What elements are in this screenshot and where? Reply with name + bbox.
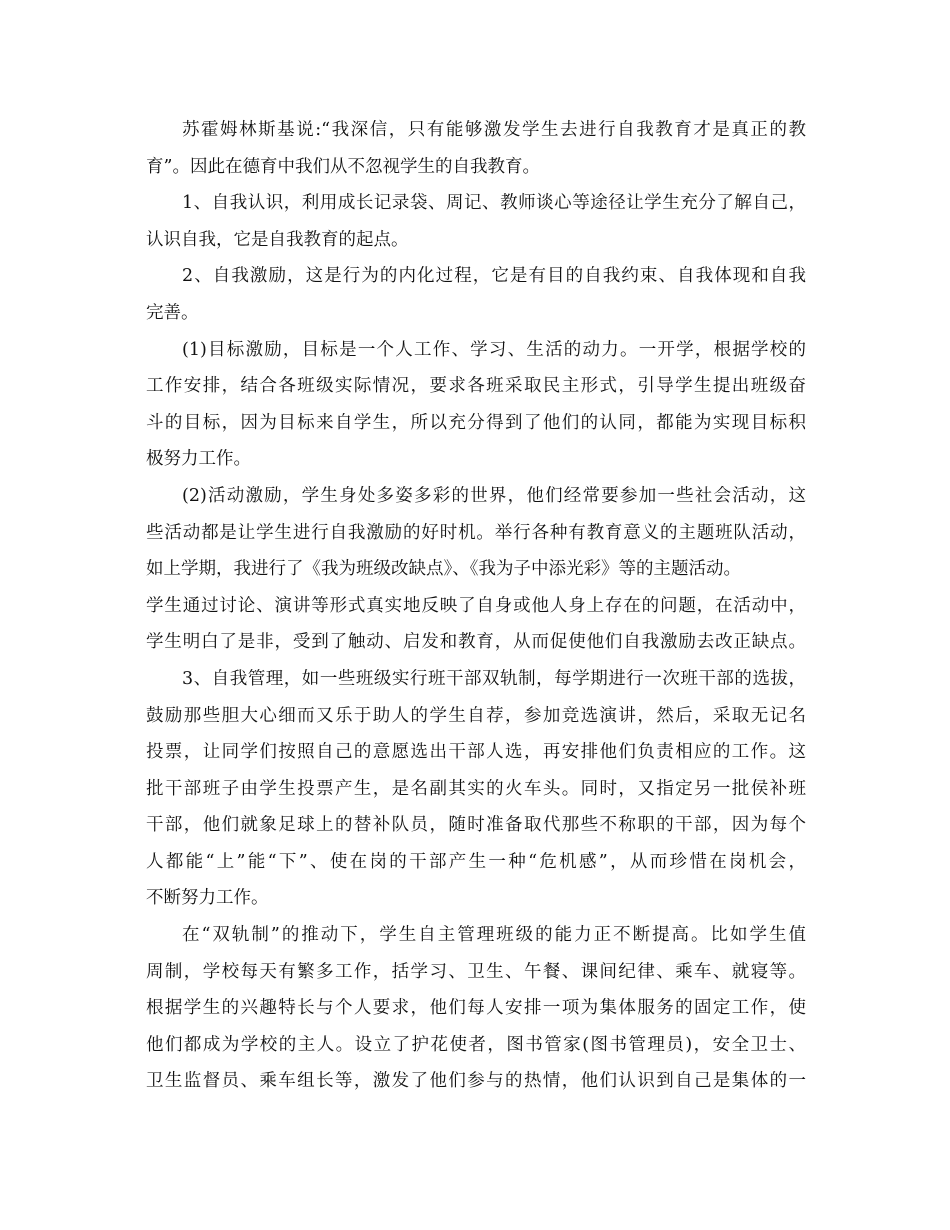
- paragraph-line: 认识自我，它是自我教育的起点。: [146, 229, 409, 250]
- paragraph-line: 完善。: [146, 302, 199, 323]
- paragraph-line: (1)目标激励，目标是一个人工作、学习、生活的动力。一开学，根据学校的: [182, 339, 806, 360]
- paragraph-line: 周制，学校每天有繁多工作，括学习、卫生、午餐、课间纪律、乘车、就寝等。: [146, 961, 806, 982]
- paragraph-line: 苏霍姆林斯基说:“我深信，只有能够激发学生去进行自我教育才是真正的教: [182, 120, 806, 140]
- paragraph-line: (2)活动激励，学生身处多姿多彩的世界，他们经常要参加一些社会活动，这: [182, 485, 806, 506]
- document-body: [146, 112, 806, 1100]
- paragraph-line: 他们都成为学校的主人。设立了护花使者，图书管家(图书管理员)，安全卫士、: [146, 1034, 806, 1055]
- paragraph-line: 极努力工作。: [146, 449, 251, 470]
- paragraph-line: 根据学生的兴趣特长与个人要求，他们每人安排一项为集体服务的固定工作，使: [146, 998, 806, 1019]
- paragraph-line: 育”。因此在德育中我们从不忽视学生的自我教育。: [146, 156, 540, 177]
- paragraph-line: 干部，他们就象足球上的替补队员，随时准备取代那些不称职的干部，因为每个: [146, 815, 806, 836]
- paragraph-line: 投票，让同学们按照自己的意愿选出干部人选，再安排他们负责相应的工作。这: [146, 742, 806, 763]
- paragraph-line: 批干部班子由学生投票产生，是名副其实的火车头。同时，又指定另一批侯补班: [146, 778, 806, 799]
- paragraph-line: 鼓励那些胆大心细而又乐于助人的学生自荐，参加竞选演讲，然后，采取无记名: [146, 705, 806, 726]
- paragraph-line: 学生明白了是非，受到了触动、启发和教育，从而促使他们自我激励去改正缺点。: [146, 632, 806, 653]
- paragraph-line: 些活动都是让学生进行自我激励的好时机。举行各种有教育意义的主题班队活动，: [146, 522, 806, 543]
- paragraph-line: 斗的目标，因为目标来自学生，所以充分得到了他们的认同，都能为实现目标积: [146, 412, 806, 433]
- paragraph-line: 2、自我激励，这是行为的内化过程，它是有目的自我约束、自我体现和自我: [182, 266, 806, 287]
- paragraph-line: 不断努力工作。: [146, 888, 269, 909]
- paragraph-line: 卫生监督员、乘车组长等，激发了他们参与的热情，他们认识到自己是集体的一: [146, 1071, 806, 1092]
- paragraph-line: 在“双轨制”的推动下，学生自主管理班级的能力正不断提高。比如学生值: [182, 925, 806, 946]
- paragraph-line: 3、自我管理，如一些班级实行班干部双轨制，每学期进行一次班干部的选拔，: [182, 668, 806, 689]
- paragraph-line: 工作安排，结合各班级实际情况，要求各班采取民主形式，引导学生提出班级奋: [146, 376, 806, 397]
- paragraph-line: 如上学期，我进行了《我为班级改缺点》、《我为子中添光彩》等的主题活动。: [146, 559, 741, 580]
- paragraph-line: 人都能“上”能“下”、使在岗的干部产生一种“危机感”，从而珍惜在岗机会，: [146, 851, 806, 872]
- paragraph-line: 1、自我认识，利用成长记录袋、周记、教师谈心等途径让学生充分了解自己，: [182, 193, 806, 214]
- paragraph-line: 学生通过讨论、演讲等形式真实地反映了自身或他人身上存在的问题，在活动中，: [146, 595, 806, 616]
